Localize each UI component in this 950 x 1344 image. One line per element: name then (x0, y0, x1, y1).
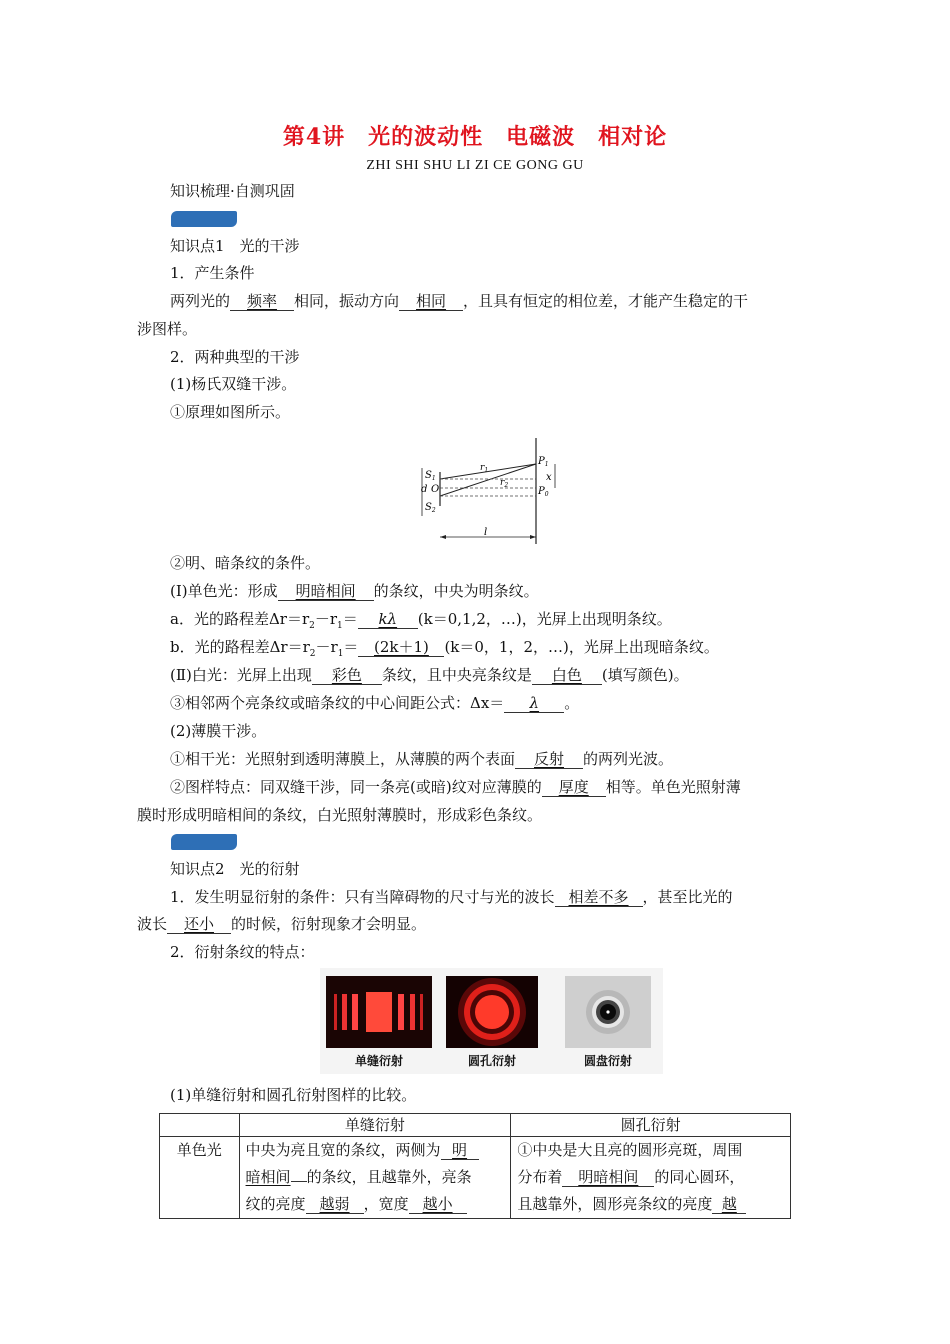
yang-heading: (1)杨氏双缝干涉。 (170, 375, 297, 393)
answer-blank: 频率 (230, 292, 294, 311)
kp1-s1-cont: 涉图样。 (137, 320, 198, 338)
kp2-heading: 知识点2 光的衍射 (170, 860, 300, 878)
single-slit-pattern-image (326, 976, 432, 1048)
fig-label-p1: $P_1$ (538, 456, 549, 468)
film-heading: (2)薄膜干涉。 (170, 722, 267, 740)
dark-fringe-line: b．光的路程差$\Delta r=r_2-r_1= (2k+1)$ (k＝0，1，2，…)，光屏上出现暗条纹。 (170, 638, 719, 659)
answer-blank: (2k＋1) (358, 638, 444, 657)
diffraction-photos (320, 968, 663, 1074)
fringe-features-heading: 2．衍射条纹的特点： (170, 943, 315, 961)
answer-blank: 白色 (532, 666, 602, 685)
table-header: 圆孔衍射 (511, 1114, 791, 1137)
fig-label-s1: $S_1$ (425, 470, 436, 482)
kp1-heading: 知识点1 光的干涉 (170, 237, 300, 255)
answer-blank: 明暗相间 (278, 582, 374, 601)
pattern-line-cont: 膜时形成明暗相间的条纹，白光照射薄膜时，形成彩色条纹。 (137, 806, 543, 824)
section-label: 知识梳理·自测巩固 (170, 182, 295, 200)
circular-disk-pattern-image (565, 976, 651, 1048)
diffraction-condition-cont: 波长 还小 的时候，衍射现象才会明显。 (137, 915, 427, 933)
condition-heading: ②明、暗条纹的条件。 (170, 554, 321, 572)
pattern-line: ②图样特点：同双缝干涉，同一条亮(或暗)纹对应薄膜的 厚度 相等。单色光照射薄 (170, 778, 741, 796)
white-light-line: (Ⅱ)白光：光屏上出现 彩色 条纹，且中央亮条纹是 白色 (填写颜色)。 (170, 666, 689, 684)
table-header: 单缝衍射 (239, 1114, 511, 1137)
table-header-empty (160, 1114, 240, 1137)
section-marker-bar (171, 211, 237, 227)
spacing-formula-line: ③相邻两个亮条纹或暗条纹的中心间距公式：Δx＝ λ 。 (170, 694, 580, 712)
answer-blank: 厚度 (542, 778, 606, 797)
fig-label-r1: $r_1$ (480, 463, 489, 474)
kp1-s2-title: 2．两种典型的干涉 (170, 348, 300, 366)
principle-text: ①原理如图所示。 (170, 403, 291, 421)
table-header-row (160, 1114, 791, 1137)
fig-label-d: d (421, 484, 428, 495)
answer-blank: 相差不多 (555, 888, 643, 907)
answer-blank: 还小 (167, 915, 231, 934)
circular-aperture-pattern-image (446, 976, 538, 1048)
answer-blank: kλ (358, 610, 418, 629)
answer-blank: λ (504, 694, 564, 713)
comparison-table (159, 1113, 791, 1219)
answer-blank: 反射 (515, 750, 583, 769)
bright-fringe-line: a．光的路程差$\Delta r=r_2-r_1= k\lambda$ (k＝0,1,2，…)，光屏上出现明条纹。 (170, 610, 672, 631)
pinyin-subtitle: ZHI SHI SHU LI ZI CE GONG GU (366, 158, 584, 173)
fig-label-p0: $P_0$ (538, 486, 549, 498)
diffraction-condition-line: 1．发生明显衍射的条件：只有当障碍物的尺寸与光的波长 相差不多 ，甚至比光的 (170, 888, 733, 906)
photo-label: 圆盘衍射 (583, 1054, 632, 1068)
table-cell-circular-hole: ①中央是大且亮的圆形亮斑，周围 分布着 明暗相间 的同心圆环， 且越靠外，圆形亮条纹的亮度 越 (511, 1137, 791, 1219)
page-title: 第4讲 光的波动性 电磁波 相对论 (282, 124, 668, 150)
fig-label-x: x (546, 472, 552, 483)
row-label: 单色光 (160, 1137, 240, 1219)
kp1-s1-title: 1．产生条件 (170, 264, 255, 282)
answer-blank: 相同 (399, 292, 463, 311)
photo-label: 单缝衍射 (354, 1054, 403, 1068)
fig-label-r2: $r_2$ (500, 478, 509, 489)
table-cell-single-slit: 中央为亮且宽的条纹，两侧为 明 暗相间 的条纹，且越靠外，亮条 纹的亮度 越弱 ，宽度 越小 (239, 1137, 511, 1219)
fig-label-s2: $S_2$ (425, 502, 436, 514)
answer-blank: 彩色 (312, 666, 382, 685)
double-slit-diagram (418, 436, 558, 546)
fig-label-l: l (484, 527, 488, 538)
kp1-s1-line: 两列光的 频率 相同，振动方向 相同 ，且具有恒定的相位差，才能产生稳定的干 (170, 292, 749, 310)
fig-label-o: O (431, 484, 440, 495)
photo-label: 圆孔衍射 (467, 1054, 516, 1068)
table-row (160, 1137, 791, 1219)
section-marker-bar-2 (171, 834, 237, 850)
mono-line: (Ⅰ)单色光：形成 明暗相间 的条纹，中央为明条纹。 (170, 582, 539, 600)
comparison-heading: (1)单缝衍射和圆孔衍射图样的比较。 (170, 1086, 417, 1104)
coherent-light-line: ①相干光：光照射到透明薄膜上，从薄膜的两个表面 反射 的两列光波。 (170, 750, 674, 768)
